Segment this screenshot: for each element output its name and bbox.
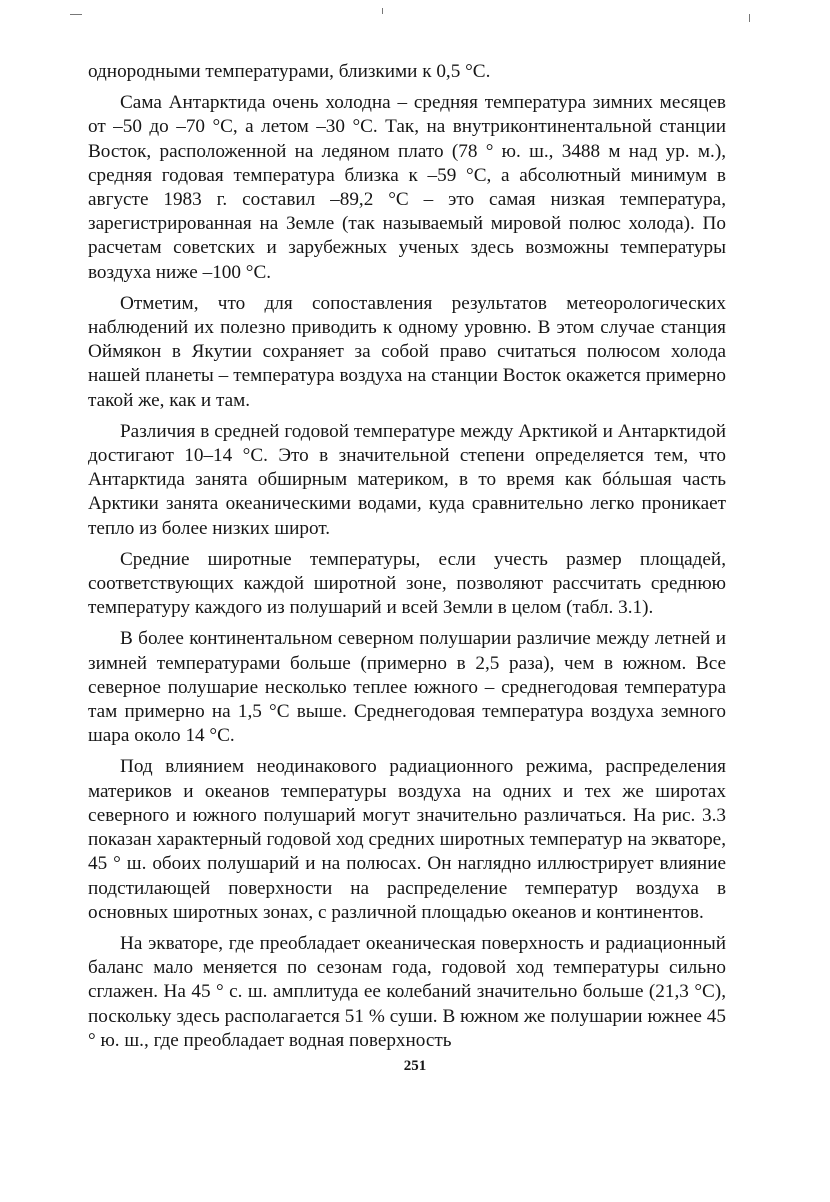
paragraph-arctic-antarctic-difference: Различия в средней годовой температуре между Арктикой и Антарктидой достигают 10–14 °С. Это в значительной степени определяется тем, что Антарктида занята обширным материком, в то время как бóльшая часть Арктики занята океаническими водами, куда сравнительно легко проникает тепло из более низких широт.: [88, 420, 726, 539]
paragraph-northern-hemisphere: В более континентальном северном полушарии различие между летней и зимней температурами больше (примерно в 2,5 раза), чем в южном. Все северное полушарие несколько теплее южного – среднегодовая температура там примерно на 1,5 °С выше. Среднегодовая температура воздуха земного шара около 14 °С.: [88, 628, 726, 747]
paragraph-equator: На экваторе, где преобладает океаническая поверхность и радиационный баланс мало меняется по сезонам года, годовой ход температуры сильно сглажен. На 45 ° с. ш. амплитуда ее колебаний значительно больше (21,3 °С), поскольку здесь располагается 51 % суши. В южном же полушарии южнее 45 ° ю. ш., где преобладает водная поверхность: [88, 932, 726, 1051]
paragraph-oymyakon: Отметим, что для сопоставления результатов метеорологических наблюдений их полезно приводить к одному уровню. В этом случае станция Оймякон в Якутии сохраняет за собой право считаться полюсом холода нашей планеты – температура воздуха на станции Восток окажется примерно такой же, как и там.: [88, 292, 726, 411]
page-number: 251: [403, 1058, 427, 1074]
page-body: [88, 60, 726, 1053]
paragraph-antarctica-cold: Сама Антарктида очень холодна – средняя температура зимних месяцев от –50 до –70 °С, а летом –30 °С. Так, на внутриконтинентальной станции Восток, расположенной на ледяном плато (78 ° ю. ш., 3488 м над ур. м.), средняя годовая температура близка к –59 °С, а абсолютный минимум в августе 1983 г. составил –89,2 °С – это самая низкая температура, зарегистрированная на Земле (так называемый мировой полюс холода). По расчетам советских и зарубежных ученых здесь возможны температуры воздуха ниже –100 °С.: [88, 92, 726, 283]
paragraph-latitude-temperatures: Средние широтные температуры, если учесть размер площадей, соответствующих каждой широтной зоне, позволяют рассчитать среднюю температуру каждого из полушарий и всей Земли в целом (табл. 3.1).: [88, 548, 726, 619]
paragraph-continuation: однородными температурами, близкими к 0,5 °С.: [88, 61, 491, 82]
scan-speck: [70, 14, 82, 15]
paragraph-radiation-regime: Под влиянием неодинакового радиационного режима, распределения материков и океанов температуры воздуха на одних и тех же широтах северного и южного полушарий могут значительно различаться. На рис. 3.3 показан характерный годовой ход средних широтных температур на экваторе, 45 ° ш. обоих полушарий и на полюсах. Он наглядно иллюстрирует влияние подстилающей поверхности на распределение температур воздуха в основных широтных зонах, с различной площадью океанов и континентов.: [88, 756, 726, 923]
scan-speck: [749, 14, 750, 22]
scan-speck: [382, 8, 383, 14]
